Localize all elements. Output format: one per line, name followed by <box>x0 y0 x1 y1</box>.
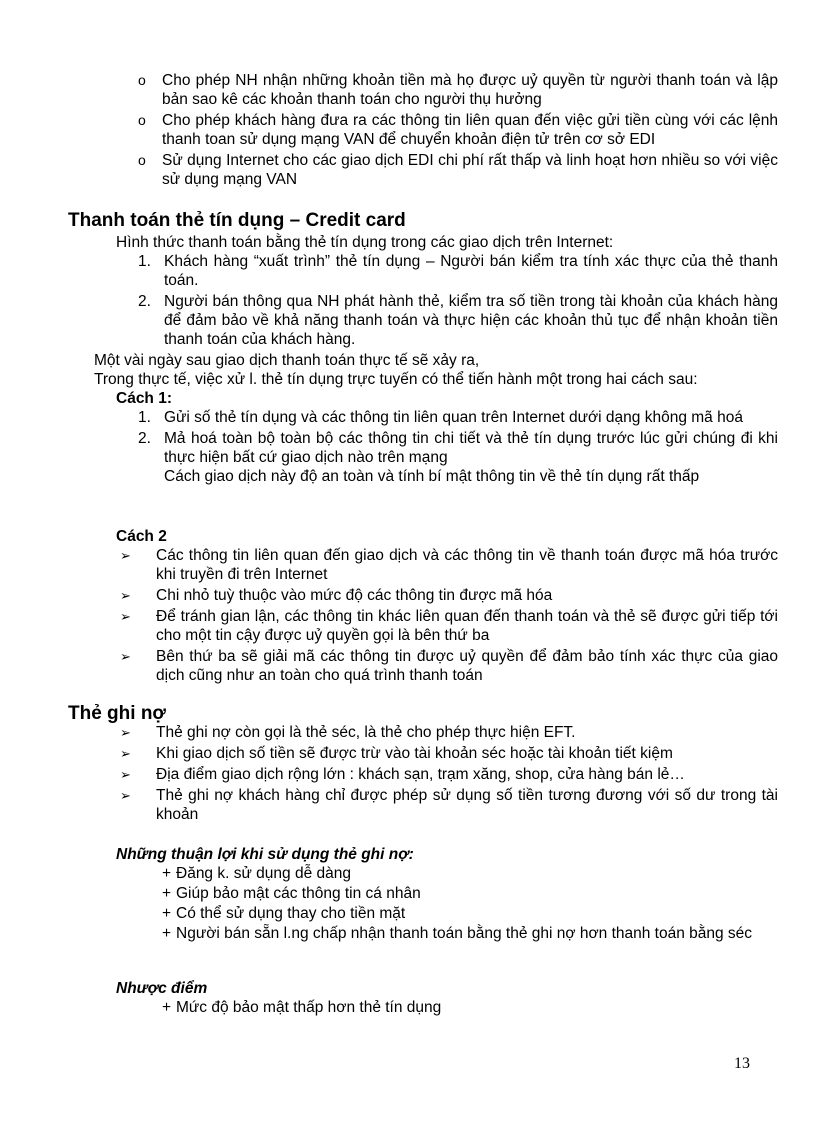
list-item: ➢ Địa điểm giao dịch rộng lớn : khách sạn, trạm xăng, shop, cửa hàng bán lẻ… <box>120 766 685 783</box>
cach2-section <box>116 527 778 687</box>
arrow-bullet-icon: ➢ <box>120 767 131 782</box>
list-item: ➢ Thẻ ghi nợ còn gọi là thẻ séc, là thẻ cho phép thực hiện EFT. <box>120 724 576 741</box>
cach1-title: Cách 1: <box>116 390 172 407</box>
cach1-list <box>138 408 778 467</box>
circle-bullet-icon: o <box>138 152 146 168</box>
advantages-section <box>116 845 778 944</box>
list-item: o Cho phép NH nhận những khoản tiền mà họ được uỷ quyền từ người thanh toán và lập bản sao kê các khoản thanh toán cho người thụ hưởng <box>138 72 778 108</box>
list-item: ➢ Các thông tin liên quan đến giao dịch và các thông tin về thanh toán được mã hóa trước khi truyền đi trên Internet <box>120 547 778 583</box>
list-item: 1. Khách hàng “xuất trình” thẻ tín dụng – Người bán kiểm tra tính xác thực của thẻ thanh toán. <box>138 253 778 289</box>
list-item: o Cho phép khách hàng đưa ra các thông tin liên quan đến việc gửi tiền cùng với các lệnh thanh toan sử dụng mạng VAN để chuyển khoản điện tử trên cơ sở EDI <box>138 112 778 148</box>
debit-card-heading: Thẻ ghi nợ <box>68 703 166 724</box>
cach2-list <box>116 546 778 685</box>
list-item: ➢ Chi nhỏ tuỳ thuộc vào mức độ các thông tin được mã hóa <box>120 587 553 604</box>
advantages-list <box>162 864 778 943</box>
credit-after-2: Trong thực tế, việc xử l. thẻ tín dụng trực tuyến có thể tiến hành một trong hai cách sau: <box>94 371 698 388</box>
list-item: + Người bán sẵn l.ng chấp nhận thanh toán bằng thẻ ghi nợ hơn thanh toán bằng séc <box>162 925 753 942</box>
list-item: 2. Mả hoá toàn bộ toàn bộ các thông tin chi tiết và thẻ tín dụng trước lúc gửi chúng đi khi thực hiện bất cứ giao dịch nào trên mạng <box>138 430 778 466</box>
cach1-note: Cách giao dịch này độ an toàn và tính bí mật thông tin về thẻ tín dụng rất thấp <box>164 468 700 485</box>
plus-bullet-icon: + <box>162 885 172 902</box>
list-item: + Giúp bảo mật các thông tin cá nhân <box>162 885 421 902</box>
arrow-bullet-icon: ➢ <box>120 609 131 624</box>
arrow-bullet-icon: ➢ <box>120 746 131 761</box>
cach2-title: Cách 2 <box>116 528 167 545</box>
credit-card-section <box>94 233 778 486</box>
intro-bullet-list <box>138 71 778 191</box>
disadvantages-title: Nhược điểm <box>116 980 208 997</box>
list-item: ➢ Thẻ ghi nợ khách hàng chỉ được phép sử dụng số tiền tương đương với số dư trong tài khoản <box>120 787 778 823</box>
plus-bullet-icon: + <box>162 865 172 882</box>
list-item: 1. Gửi số thẻ tín dụng và các thông tin liên quan trên Internet dưới dạng không mã hoá <box>138 409 743 426</box>
credit-after-1: Một vài ngày sau giao dịch thanh toán thực tế sẽ xảy ra, <box>94 352 480 369</box>
arrow-bullet-icon: ➢ <box>120 725 131 740</box>
circle-bullet-icon: o <box>138 72 146 88</box>
list-item: 2. Người bán thông qua NH phát hành thẻ, kiểm tra số tiền trong tài khoản của khách hàng để đảm bảo về khả năng thanh toán và thực hiện các khoản thủ tục để nhận khoản tiền thanh toán của khách hàng. <box>138 293 778 348</box>
plus-bullet-icon: + <box>162 925 172 942</box>
arrow-bullet-icon: ➢ <box>120 788 131 803</box>
list-item: + Mức độ bảo mật thấp hơn thẻ tín dụng <box>162 999 442 1016</box>
list-item: ➢ Bên thứ ba sẽ giải mã các thông tin được uỷ quyền để đảm bảo tính xác thực của giao dịch cũng như an toàn cho quá trình thanh toán <box>120 648 778 684</box>
arrow-bullet-icon: ➢ <box>120 649 131 664</box>
disadvantages-list <box>162 998 778 1017</box>
page-number: 13 <box>734 1055 750 1072</box>
plus-bullet-icon: + <box>162 905 172 922</box>
plus-bullet-icon: + <box>162 999 172 1016</box>
arrow-bullet-icon: ➢ <box>120 548 131 563</box>
list-item: o Sử dụng Internet cho các giao dịch EDI chi phí rất thấp và linh hoạt hơn nhiều so với việc sử dụng mạng VAN <box>138 152 778 188</box>
advantages-title: Những thuận lợi khi sử dụng thẻ ghi nợ: <box>116 846 414 863</box>
circle-bullet-icon: o <box>138 112 146 128</box>
disadvantages-section <box>116 979 778 1018</box>
credit-intro: Hình thức thanh toán bằng thẻ tín dụng trong các giao dịch trên Internet: <box>116 234 614 251</box>
credit-steps-list <box>138 252 778 349</box>
list-item: ➢ Để tránh gian lận, các thông tin khác liên quan đến thanh toán và thẻ sẽ được gửi tiếp tới cho một tin cậy được uỷ quyền gọi là bên thứ ba <box>120 608 778 644</box>
arrow-bullet-icon: ➢ <box>120 588 131 603</box>
debit-list <box>116 723 778 826</box>
list-item: + Đăng k. sử dụng dễ dàng <box>162 865 351 882</box>
credit-card-heading: Thanh toán thẻ tín dụng – Credit card <box>68 210 406 231</box>
list-item: + Có thể sử dụng thay cho tiền mặt <box>162 905 406 922</box>
list-item: ➢ Khi giao dịch số tiền sẽ được trừ vào tài khoản séc hoặc tài khoản tiết kiệm <box>120 745 673 762</box>
